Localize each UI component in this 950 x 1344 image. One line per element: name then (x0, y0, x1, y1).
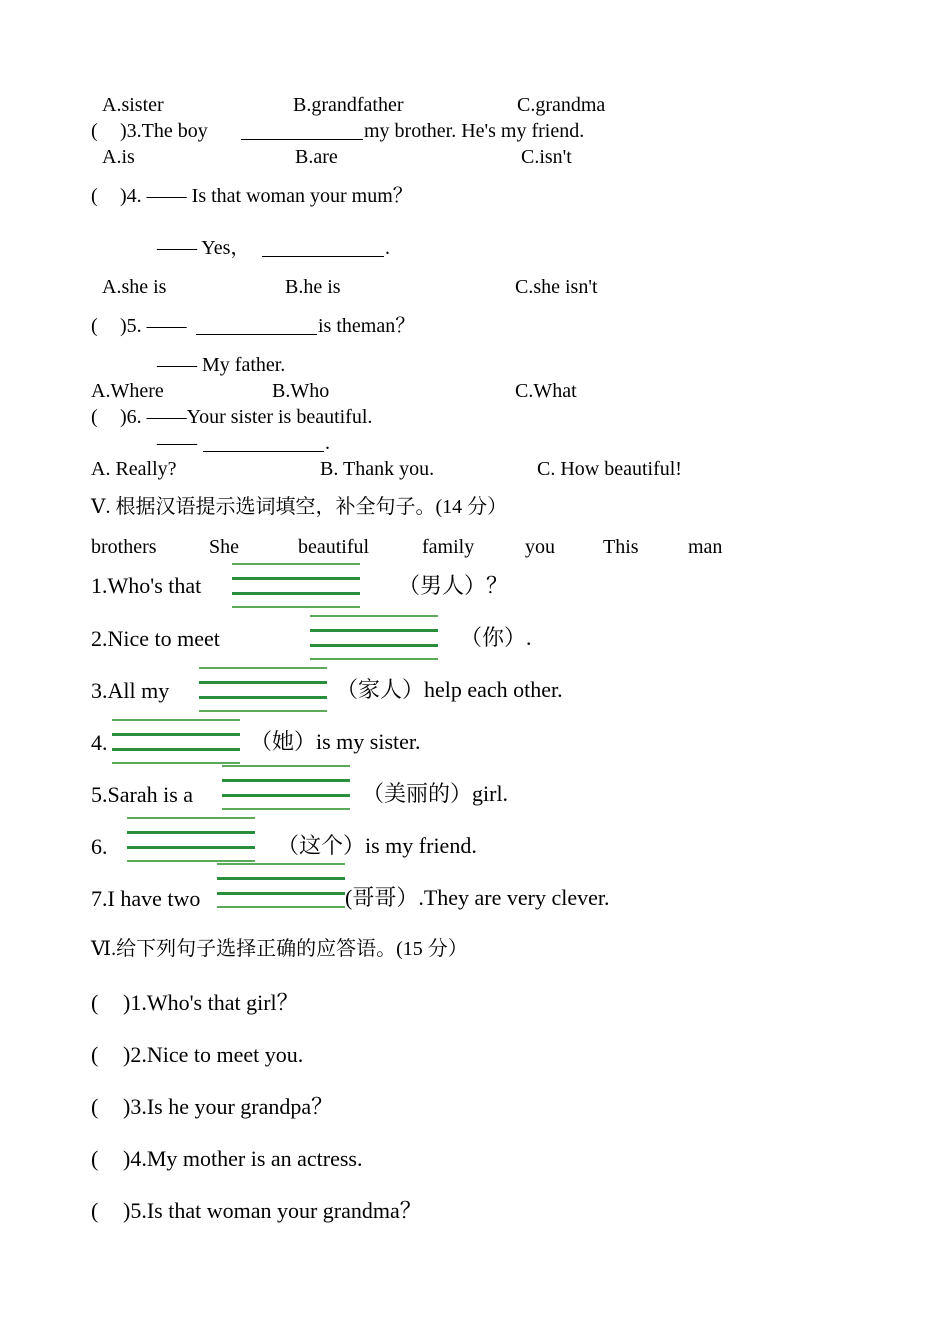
q6-option-c: C. How beautiful! (537, 458, 682, 480)
q6-paren: ( (91, 406, 98, 428)
response-item-1-text: )1.Who's that girl？ (123, 990, 299, 1015)
q6-option-a: A. Really? (91, 458, 177, 480)
response-item-2-text: )2.Nice to meet you. (123, 1042, 304, 1067)
q5-answer: —— My father. (157, 354, 286, 376)
q5-stem-after: is theman？ (318, 315, 416, 337)
q5-paren: ( (91, 315, 98, 337)
q5-answer-blank[interactable] (196, 334, 317, 335)
q5-stem: )5. —— (120, 315, 187, 337)
q4-answer-prefix: —— Yes， (157, 237, 251, 259)
q2-option-c: C.grandma (517, 94, 606, 116)
q2-option-a: A.sister (102, 94, 164, 116)
q6-stem: )6. ——Your sister is beautiful. (120, 406, 373, 428)
q5-option-b: B.Who (272, 380, 330, 402)
fill-item-4-text: 4. (91, 730, 108, 755)
q3-paren: ( (91, 120, 98, 142)
fill-item-1-hint: （男人）？ (398, 573, 509, 598)
fill-item-3-blank[interactable] (199, 667, 327, 713)
word-bank-item: beautiful (298, 536, 370, 558)
section6-title: Ⅵ.给下列句子选择正确的应答语。(15 分） (91, 938, 468, 960)
q4-option-c: C.she isn't (515, 276, 598, 298)
fill-item-3-hint: （家人）help each other. (336, 677, 563, 702)
q2-option-b: B.grandfather (293, 94, 404, 116)
response-item-2-paren: ( (91, 1042, 99, 1067)
word-bank-item: man (688, 536, 723, 558)
q5-option-a: A.Where (91, 380, 164, 402)
fill-item-5-blank[interactable] (222, 765, 350, 811)
q3-option-c: C.isn't (521, 146, 572, 168)
word-bank-item: you (525, 536, 555, 558)
fill-item-6-blank[interactable] (127, 817, 255, 863)
q4-answer-suffix: . (385, 237, 390, 259)
response-item-4-text: )4.My mother is an actress. (123, 1146, 363, 1171)
fill-item-5-text: 5.Sarah is a (91, 782, 194, 807)
q6-answer-prefix: —— (157, 432, 197, 454)
q4-paren: ( (91, 185, 98, 207)
fill-item-3-text: 3.All my (91, 678, 170, 703)
word-bank-item: family (422, 536, 475, 558)
q6-answer-blank[interactable] (203, 451, 324, 452)
fill-item-2-blank[interactable] (310, 615, 438, 661)
q6-answer-suffix: . (325, 432, 330, 454)
fill-item-6-text: 6. (91, 834, 108, 859)
q6-option-b: B. Thank you. (320, 458, 435, 480)
response-item-3-paren: ( (91, 1094, 99, 1119)
fill-item-4-hint: （她）is my sister. (250, 729, 421, 754)
fill-item-1-blank[interactable] (232, 563, 360, 609)
word-bank-item: This (603, 536, 639, 558)
fill-item-5-hint: （美丽的）girl. (362, 781, 509, 806)
response-item-5-text: )5.Is that woman your grandma？ (123, 1198, 422, 1223)
q4-option-b: B.he is (285, 276, 341, 298)
fill-item-2-hint: （你）. (460, 625, 532, 650)
section5-title: Ⅴ. 根据汉语提示选词填空，补全句子。(14 分） (91, 496, 508, 518)
q3-answer-blank[interactable] (241, 139, 363, 140)
q3-option-a: A.is (102, 146, 135, 168)
q4-option-a: A.she is (102, 276, 167, 298)
q3-stem: )3.The boy (120, 120, 208, 142)
q4-stem: )4. —— Is that woman your mum？ (120, 185, 413, 207)
q3-stem-after: my brother. He's my friend. (364, 120, 585, 142)
response-item-5-paren: ( (91, 1198, 99, 1223)
fill-item-4-blank[interactable] (112, 719, 240, 765)
fill-item-7-text: 7.I have two (91, 886, 201, 911)
response-item-3-text: )3.Is he your grandpa？ (123, 1094, 334, 1119)
fill-item-6-hint: （这个）is my friend. (277, 833, 477, 858)
fill-item-7-hint: (哥哥）.They are very clever. (345, 885, 610, 910)
word-bank-item: She (209, 536, 239, 558)
response-item-4-paren: ( (91, 1146, 99, 1171)
q3-option-b: B.are (295, 146, 338, 168)
q4-answer-blank[interactable] (262, 256, 384, 257)
q5-option-c: C.What (515, 380, 577, 402)
response-item-1-paren: ( (91, 990, 99, 1015)
fill-item-7-blank[interactable] (217, 863, 345, 909)
fill-item-1-text: 1.Who's that (91, 573, 202, 598)
word-bank-item: brothers (91, 536, 157, 558)
fill-item-2-text: 2.Nice to meet (91, 626, 220, 651)
